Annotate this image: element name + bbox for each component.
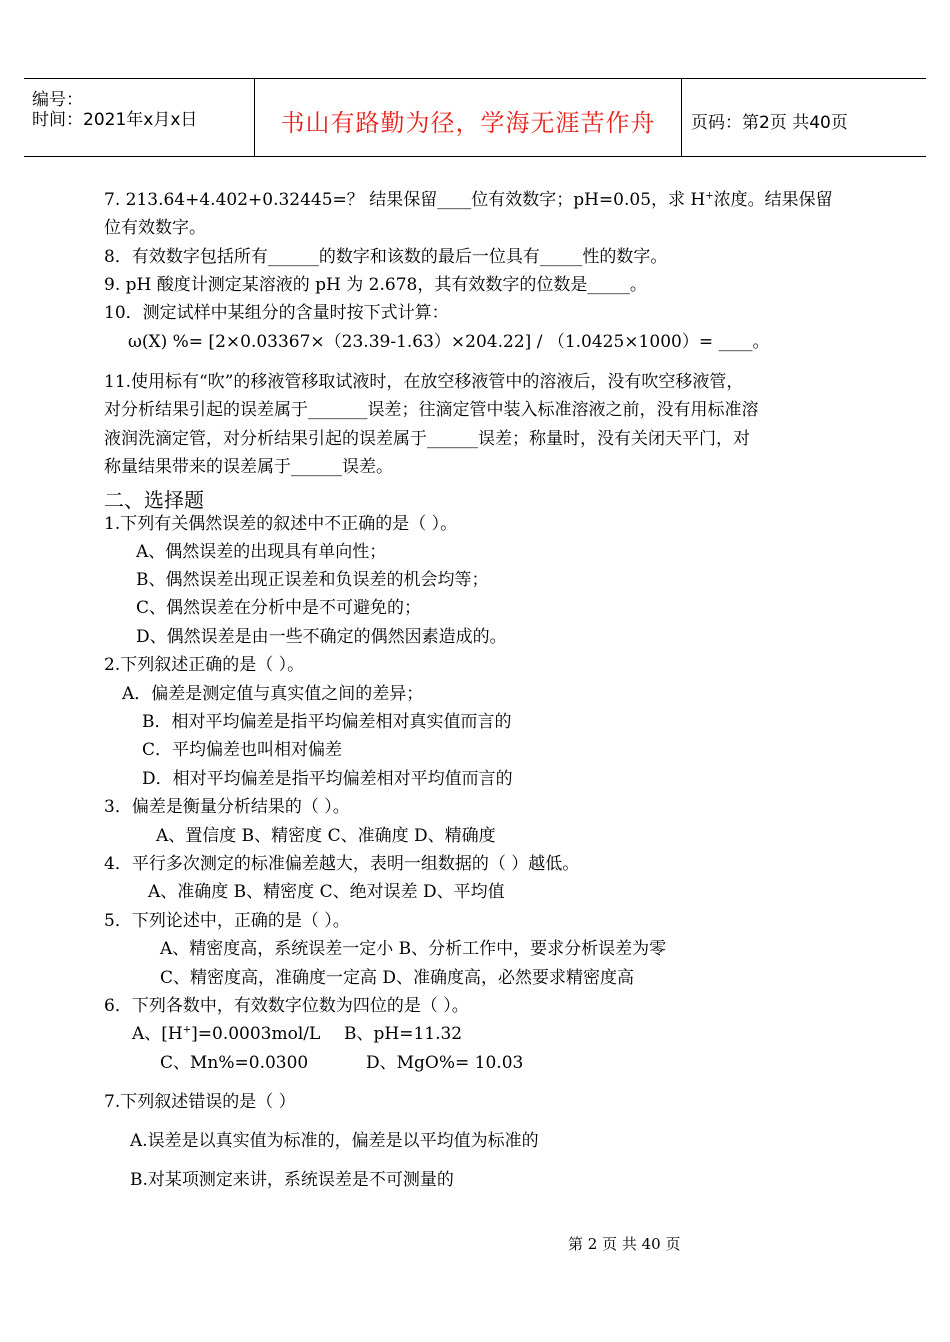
question-7-text-a: 7. 213.64+4.402+0.32445=？ 结果保留____位有效数字；pH=0.05，求 H xyxy=(104,190,706,210)
choice-6-option-a-pre: A、[H xyxy=(132,1024,183,1044)
footer-page-number: 第 2 页 共 40 页 xyxy=(568,1235,681,1253)
choice-question-5: 5．下列论述中，正确的是（ ）。 xyxy=(104,911,350,931)
choice-2-option-c: C．平均偏差也叫相对偏差 xyxy=(142,740,343,760)
choice-question-7: 7.下列叙述错误的是（ ） xyxy=(104,1092,296,1112)
document-number: 编号： xyxy=(32,90,83,110)
section-title-multiple-choice: 二、选择题 xyxy=(104,488,204,512)
choice-6-option-b: B、pH=11.32 xyxy=(344,1024,463,1044)
superscript-plus: + xyxy=(182,1024,192,1036)
choice-question-3: 3．偏差是衡量分析结果的（ ）。 xyxy=(104,797,350,817)
question-11-line-1: 11.使用标有“吹”的移液管移取试液时，在放空移液管中的溶液后，没有吹空移液管， xyxy=(104,372,744,392)
header-meta xyxy=(24,79,253,156)
choice-4-options: A、准确度 B、精密度 C、绝对误差 D、平均值 xyxy=(148,882,505,902)
choice-2-option-a: A．偏差是测定值与真实值之间的差异； xyxy=(122,684,424,704)
choice-2-option-d: D．相对平均偏差是指平均偏差相对平均值而言的 xyxy=(142,769,513,789)
choice-question-2: 2.下列叙述正确的是（ ）。 xyxy=(104,655,305,675)
choice-7-option-a: A.误差是以真实值为标准的，偏差是以平均值为标准的 xyxy=(130,1131,539,1151)
question-9: 9. pH 酸度计测定某溶液的 pH 为 2.678，其有效数字的位数是_____。 xyxy=(104,275,647,295)
choice-5-options-ab: A、精密度高，系统误差一定小 B、分析工作中，要求分析误差为零 xyxy=(160,939,667,959)
question-11-line-4: 称量结果带来的误差属于______误差。 xyxy=(104,457,393,477)
choice-question-1: 1.下列有关偶然误差的叙述中不正确的是（ ）。 xyxy=(104,514,458,534)
header-page-cell xyxy=(681,79,926,156)
choice-question-6: 6．下列各数中，有效数字位数为四位的是（ ）。 xyxy=(104,996,469,1016)
question-7-line-2: 位有效数字。 xyxy=(104,218,206,238)
header-page-number: 页码：第2页 共40页 xyxy=(691,113,848,133)
document-time: 时间：2021年x月x日 xyxy=(32,110,198,130)
question-8: 8．有效数字包括所有______的数字和该数的最后一位具有_____性的数字。 xyxy=(104,247,668,267)
choice-6-option-d: D、MgO%= 10.03 xyxy=(366,1053,524,1073)
choice-1-option-c: C、偶然误差在分析中是不可避免的； xyxy=(136,598,422,618)
choice-1-option-b: B、偶然误差出现正误差和负误差的机会均等； xyxy=(136,570,489,590)
choice-6-option-c: C、Mn%=0.0300 xyxy=(160,1053,309,1073)
question-10-formula: ω(X) %= [2×0.03367×（23.39-1.63）×204.22] / （1.0425×1000）= ____。 xyxy=(128,332,770,352)
choice-1-option-d: D、偶然误差是由一些不确定的偶然因素造成的。 xyxy=(136,627,507,647)
choice-question-4: 4．平行多次测定的标准偏差越大，表明一组数据的（ ）越低。 xyxy=(104,854,580,874)
superscript-plus: + xyxy=(705,190,714,202)
choice-3-options: A、置信度 B、精密度 C、准确度 D、精确度 xyxy=(156,826,496,846)
choice-6-option-a xyxy=(132,1024,320,1044)
question-10: 10．测定试样中某组分的含量时按下式计算： xyxy=(104,303,449,323)
choice-2-option-b: B．相对平均偏差是指平均偏差相对真实值而言的 xyxy=(142,712,512,732)
choice-6-option-a-post: ]=0.0003mol/L xyxy=(191,1024,321,1044)
choice-5-options-cd: C、精密度高，准确度一定高 D、准确度高，必然要求精密度高 xyxy=(160,968,635,988)
question-7-text-b: 浓度。结果保留 xyxy=(713,190,833,210)
choice-1-option-a: A、偶然误差的出现具有单向性； xyxy=(136,542,387,562)
question-7-line-1 xyxy=(104,190,833,210)
motto: 书山有路勤为径，学海无涯苦作舟 xyxy=(280,109,656,137)
question-11-line-2: 对分析结果引起的误差属于_______误差；往滴定管中装入标准溶液之前，没有用标准溶 xyxy=(104,400,759,420)
choice-7-option-b: B.对某项测定来讲，系统误差是不可测量的 xyxy=(130,1170,454,1190)
header-motto-cell xyxy=(254,79,682,156)
question-11-line-3: 液润洗滴定管，对分析结果引起的误差属于______误差；称量时，没有关闭天平门，对 xyxy=(104,429,750,449)
document-header xyxy=(24,78,926,157)
